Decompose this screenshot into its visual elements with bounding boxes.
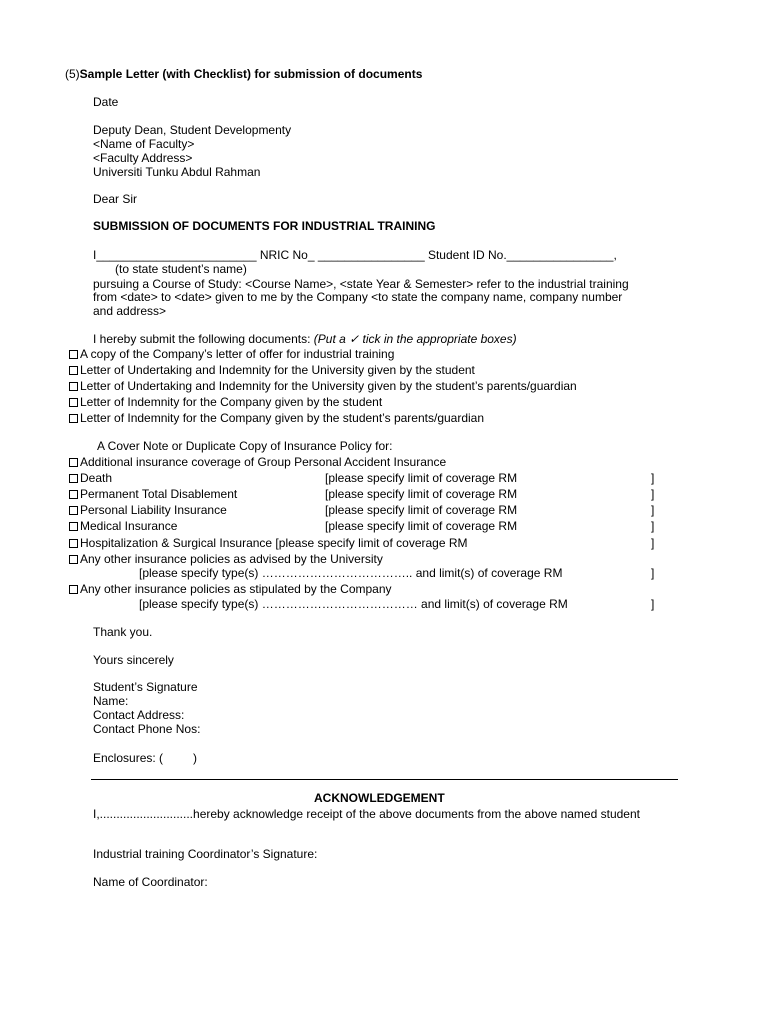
coverage-limit-field: [please specify limit of coverage RM (325, 519, 518, 533)
bracket-close: ] (651, 471, 655, 485)
salutation: Dear Sir (93, 192, 138, 206)
insurance-checklist-item[interactable]: Any other insurance policies as advised by the University (69, 552, 383, 566)
checkbox[interactable] (69, 539, 78, 548)
checkbox[interactable] (69, 506, 78, 515)
checkbox[interactable] (69, 382, 78, 391)
bracket-close: ] (651, 503, 655, 517)
section-number: (5) (65, 67, 80, 81)
bracket-close: ] (651, 487, 655, 501)
contact-address-line: Contact Address: (93, 708, 185, 722)
acknowledgement-text: I,............................hereby acknowledge receipt of the above documents from the above named student (93, 807, 640, 821)
checkbox[interactable] (69, 522, 78, 531)
checkbox[interactable] (69, 414, 78, 423)
thanks-line: Thank you. (93, 625, 153, 639)
contact-phone-line: Contact Phone Nos: (93, 722, 201, 736)
bracket-close: ] (651, 566, 655, 580)
coverage-limit-field: [please specify limit of coverage RM (325, 487, 518, 501)
insurance-checklist-item[interactable]: Medical Insurance (69, 519, 177, 533)
insurance-checklist-item[interactable]: Additional insurance coverage of Group Personal Accident Insurance (69, 455, 446, 469)
checkbox[interactable] (69, 366, 78, 375)
document-checklist-item[interactable]: Letter of Undertaking and Indemnity for the University given by the student’s parents/guardian (69, 379, 577, 393)
course-line-2: from <date> to <date> given to me by the Company <to state the company name, company number (93, 290, 623, 304)
bracket-close: ] (651, 597, 655, 611)
coordinator-name-line: Name of Coordinator: (93, 875, 208, 889)
policy-type-field: [please specify type(s) ……………………………….. and limit(s) of coverage RM (139, 566, 563, 580)
checkbox[interactable] (69, 585, 78, 594)
recipient-line-1: Deputy Dean, Student Developmenty (93, 123, 292, 137)
insurance-checklist-item[interactable]: Any other insurance policies as stipulated by the Company (69, 582, 392, 596)
document-checklist-item[interactable]: Letter of Undertaking and Indemnity for the University given by the student (69, 363, 475, 377)
coordinator-signature-line: Industrial training Coordinator’s Signature: (93, 847, 318, 861)
document-checklist-item[interactable]: Letter of Indemnity for the Company given by the student’s parents/guardian (69, 411, 484, 425)
section-divider (91, 779, 678, 780)
tick-instruction: (Put a ✓ tick in the appropriate boxes) (313, 332, 517, 346)
course-line-1: pursuing a Course of Study: <Course Name>, <state Year & Semester> refer to the industrial training (93, 277, 629, 291)
student-id-line: I________________________ NRIC No_ ________________ Student ID No.________________, (93, 248, 617, 262)
checkbox[interactable] (69, 398, 78, 407)
student-name-hint: (to state student’s name) (115, 262, 247, 276)
submit-intro: I hereby submit the following documents: (Put a ✓ tick in the appropriate boxes) (93, 332, 517, 346)
letter-subject: SUBMISSION OF DOCUMENTS FOR INDUSTRIAL TRAINING (93, 219, 436, 233)
coverage-limit-field: [please specify limit of coverage RM (325, 471, 518, 485)
insurance-checklist-item[interactable]: Permanent Total Disablement (69, 487, 237, 501)
signature-line: Student’s Signature (93, 680, 198, 694)
section-title: Sample Letter (with Checklist) for submission of documents (79, 67, 423, 81)
checkbox[interactable] (69, 490, 78, 499)
coverage-limit-field: [please specify limit of coverage RM (325, 503, 518, 517)
recipient-line-3: <Faculty Address> (93, 151, 193, 165)
checkbox[interactable] (69, 474, 78, 483)
checkbox[interactable] (69, 458, 78, 467)
course-line-3: and address> (93, 304, 167, 318)
acknowledgement-title: ACKNOWLEDGEMENT (314, 791, 445, 805)
insurance-checklist-item[interactable]: Hospitalization & Surgical Insurance [please specify limit of coverage RM (69, 536, 468, 550)
insurance-checklist-item[interactable]: Personal Liability Insurance (69, 503, 227, 517)
section-heading (65, 67, 422, 81)
date-line: Date (93, 95, 119, 109)
recipient-line-2: <Name of Faculty> (93, 137, 195, 151)
bracket-close: ] (651, 536, 655, 550)
insurance-intro: A Cover Note or Duplicate Copy of Insurance Policy for: (97, 439, 393, 453)
policy-type-field: [please specify type(s) ………………………………… and limit(s) of coverage RM (139, 597, 568, 611)
recipient-line-4: Universiti Tunku Abdul Rahman (93, 165, 261, 179)
document-checklist-item[interactable]: Letter of Indemnity for the Company given by the student (69, 395, 382, 409)
checkbox[interactable] (69, 350, 78, 359)
checkbox[interactable] (69, 555, 78, 564)
bracket-close: ] (651, 519, 655, 533)
enclosures-line: Enclosures: ( ) (93, 751, 198, 765)
document-checklist-item[interactable]: A copy of the Company’s letter of offer for industrial training (69, 347, 394, 361)
insurance-checklist-item[interactable]: Death (69, 471, 112, 485)
closing-line: Yours sincerely (93, 653, 174, 667)
name-line: Name: (93, 694, 129, 708)
